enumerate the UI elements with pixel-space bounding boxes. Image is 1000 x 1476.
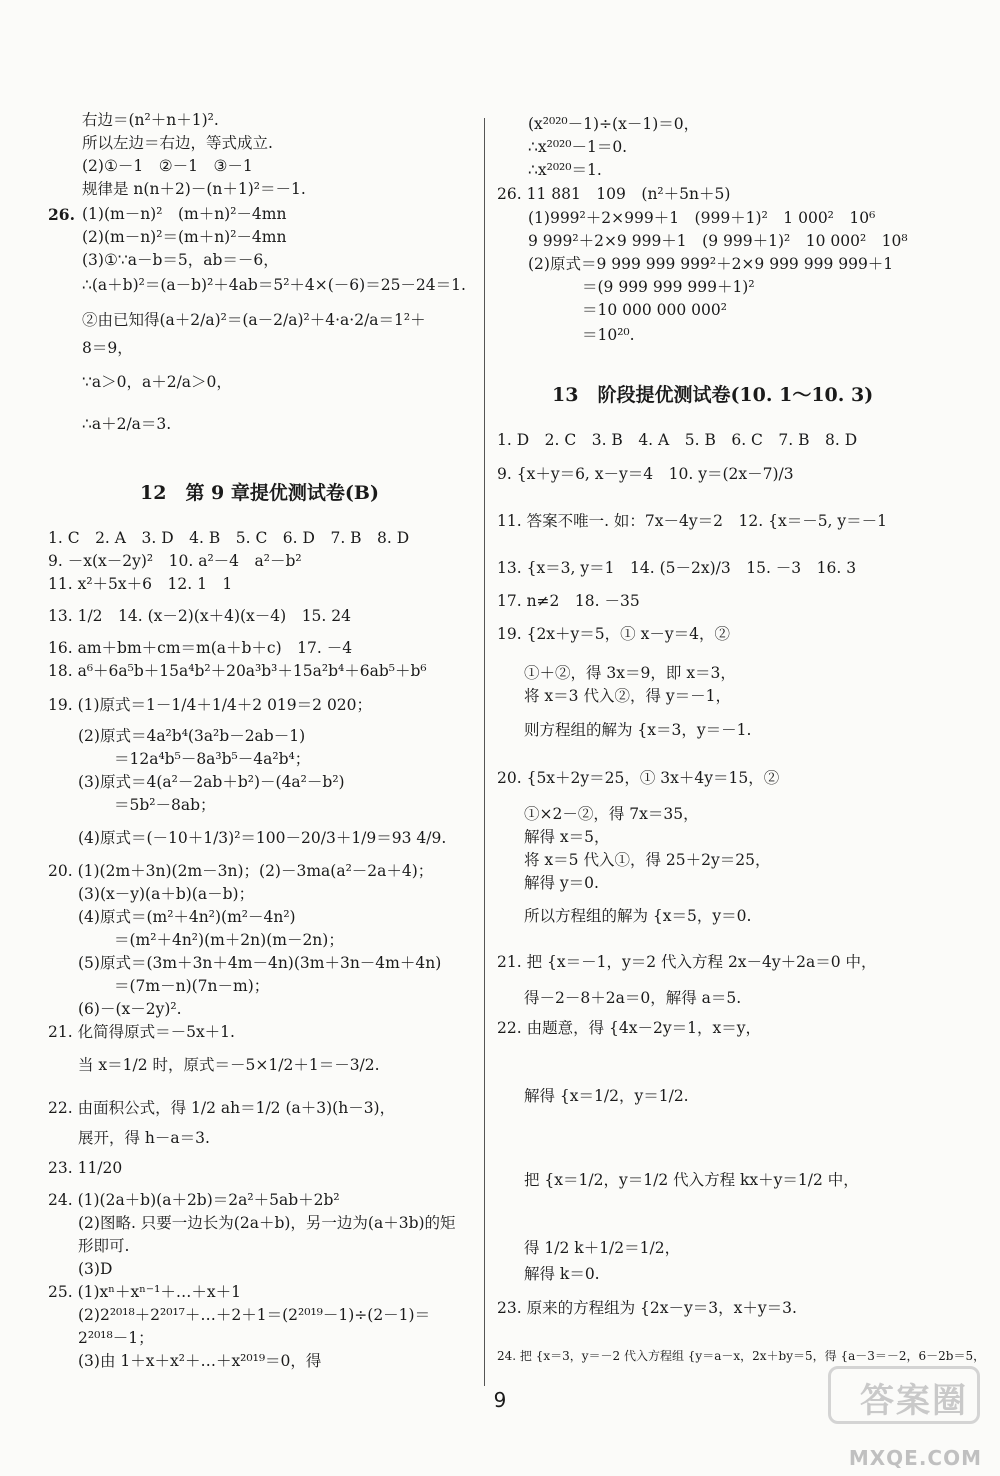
right-answer-line: 21. 把 {x＝－1，y＝2 代入方程 2x－4y＋2a＝0 中， bbox=[497, 953, 877, 971]
section-heading-13: 13 阶段提优测试卷(10. 1～10. 3) bbox=[552, 384, 874, 406]
left-answer-line: 8＝9， bbox=[82, 339, 133, 357]
right-answer-line: ①＋②，得 3x＝9，即 x＝3， bbox=[524, 664, 736, 682]
watermark-text: 答案圈 bbox=[860, 1381, 968, 1421]
left-answer-line: 22. 由面积公式，得 1/2 ah＝1/2 (a＋3)(h－3)， bbox=[48, 1099, 396, 1117]
right-answer-line: 解得 x＝5， bbox=[524, 828, 610, 846]
left-answer-line: 1. C 2. A 3. D 4. B 5. C 6. D 7. B 8. D bbox=[48, 529, 410, 547]
left-answer-line: (4)原式＝(m²＋4n²)(m²－4n²) bbox=[78, 908, 296, 926]
right-answer-line: 解得 {x＝1/2，y＝1/2. bbox=[524, 1087, 689, 1105]
left-answer-line: 2²⁰¹⁸－1； bbox=[78, 1329, 154, 1347]
right-answer-line: 得－2－8＋2a＝0，解得 a＝5. bbox=[524, 989, 742, 1007]
left-answer-line: 24. (1)(2a＋b)(a＋2b)＝2a²＋5ab＋2b² bbox=[48, 1191, 340, 1209]
column-divider bbox=[484, 118, 485, 1386]
right-answer-line: 解得 y＝0. bbox=[524, 874, 599, 892]
left-answer-line: (2)原式＝4a²b⁴(3a²b－2ab－1) bbox=[78, 727, 306, 745]
left-answer-line: 18. a⁶＋6a⁵b＋15a⁴b²＋20a³b³＋15a²b⁴＋6ab⁵＋b⁶ bbox=[48, 662, 427, 680]
right-answer-line: 则方程组的解为 {x＝3，y＝－1. bbox=[524, 721, 752, 739]
right-answer-line: 解得 k＝0. bbox=[524, 1265, 600, 1283]
left-answer-line: (4)原式＝(－10＋1/3)²＝100－20/3＋1/9＝93 4/9. bbox=[78, 829, 447, 847]
left-answer-line: (1)(m－n)² (m＋n)²－4mn bbox=[82, 205, 287, 223]
left-answer-line: 展开，得 h－a＝3. bbox=[78, 1129, 210, 1147]
right-answer-line: ＝10²⁰. bbox=[582, 326, 635, 344]
right-answer-line: 13. {x＝3, y＝1 14. (5－2x)/3 15. －3 16. 3 bbox=[497, 559, 857, 577]
left-answer-line: 21. 化简得原式＝－5x＋1. bbox=[48, 1023, 235, 1041]
left-answer-line: 形即可. bbox=[78, 1237, 130, 1255]
left-answer-line: ＝(m²＋4n²)(m＋2n)(m－2n)； bbox=[114, 931, 344, 949]
right-answer-line: 把 {x＝1/2，y＝1/2 代入方程 kx＋y＝1/2 中， bbox=[524, 1171, 859, 1189]
right-answer-line: (x²⁰²⁰－1)÷(x－1)＝0， bbox=[528, 115, 700, 133]
right-answer-line: ＝(9 999 999 999＋1)² bbox=[582, 278, 755, 296]
left-answer-line: (2)(m－n)²＝(m＋n)²－4mn bbox=[82, 228, 287, 246]
right-answer-line: 得 1/2 k＋1/2＝1/2， bbox=[524, 1239, 681, 1257]
left-answer-line: ∴a＋2/a＝3. bbox=[82, 415, 172, 433]
left-answer-line: 19. (1)原式＝1－1/4＋1/4＋2 019＝2 020； bbox=[48, 696, 373, 714]
right-answer-line: 22. 由题意，得 {4x－2y＝1，x＝y， bbox=[497, 1019, 761, 1037]
right-answer-line: 所以方程组的解为 {x＝5，y＝0. bbox=[524, 907, 752, 925]
right-answer-line: 11. 答案不唯一. 如：7x－4y＝2 12. {x＝－5, y＝－1 bbox=[497, 512, 888, 530]
left-answer-line: (2)①－1 ②－1 ③－1 bbox=[82, 157, 253, 175]
left-answer-line: ＝(7m－n)(7n－m)； bbox=[114, 977, 270, 995]
left-answer-line: ＝5b²－8ab； bbox=[114, 796, 216, 814]
left-answer-line: (3)D bbox=[78, 1260, 113, 1278]
right-answer-line: ∴x²⁰²⁰＝1. bbox=[528, 161, 602, 179]
left-answer-line: 13. 1/2 14. (x－2)(x＋4)(x－4) 15. 24 bbox=[48, 607, 351, 625]
left-answer-line: (2)图略. 只要一边长为(2a＋b)，另一边为(a＋3b)的矩 bbox=[78, 1214, 456, 1232]
left-question-number: 26. bbox=[48, 205, 75, 224]
left-answer-line: ②由已知得(a＋2/a)²＝(a－2/a)²＋4·a·2/a＝1²＋ bbox=[82, 311, 426, 329]
right-answer-line: ①×2－②，得 7x＝35， bbox=[524, 805, 699, 823]
left-answer-line: (5)原式＝(3m＋3n＋4m－4n)(3m＋3n－4m＋4n) bbox=[78, 954, 442, 972]
right-answer-line: (1)999²＋2×999＋1 (999＋1)² 1 000² 10⁶ bbox=[528, 209, 876, 227]
right-answer-line: (2)原式＝9 999 999 999²＋2×9 999 999 999＋1 bbox=[528, 255, 894, 273]
left-answer-line: (3)原式＝4(a²－2ab＋b²)－(4a²－b²) bbox=[78, 773, 345, 791]
right-answer-line: ∴x²⁰²⁰－1＝0. bbox=[528, 138, 628, 156]
left-answer-line: (3)由 1＋x＋x²＋…＋x²⁰¹⁹＝0，得 bbox=[78, 1352, 322, 1370]
left-answer-line: 16. am＋bm＋cm＝m(a＋b＋c) 17. －4 bbox=[48, 639, 353, 657]
right-answer-line: 19. {2x＋y＝5，① x－y＝4，② bbox=[497, 625, 730, 643]
right-answer-line: 1. D 2. C 3. B 4. A 5. B 6. C 7. B 8. D bbox=[497, 431, 858, 449]
right-answer-line: 23. 原来的方程组为 {2x－y＝3，x＋y＝3. bbox=[497, 1299, 797, 1317]
left-answer-line: 右边＝(n²＋n＋1)². bbox=[82, 111, 219, 129]
left-answer-line: 9. －x(x－2y)² 10. a²－4 a²－b² bbox=[48, 552, 302, 570]
left-answer-line: (3)①∵a－b＝5，ab＝－6， bbox=[82, 251, 279, 269]
right-answer-line: 26. 11 881 109 (n²＋5n＋5) bbox=[497, 185, 731, 203]
right-answer-line: 17. n≠2 18. －35 bbox=[497, 592, 640, 610]
left-answer-line: 20. (1)(2m＋3n)(2m－3n)；(2)－3ma(a²－2a＋4)； bbox=[48, 862, 434, 880]
right-answer-line: 将 x＝5 代入①，得 25＋2y＝25， bbox=[524, 851, 771, 869]
watermark-url: MXQE.COM bbox=[848, 1446, 982, 1470]
left-answer-line: 当 x＝1/2 时，原式＝－5×1/2＋1＝－3/2. bbox=[78, 1056, 380, 1074]
left-answer-line: ∵a＞0，a＋2/a＞0， bbox=[82, 373, 232, 391]
right-answer-line: 将 x＝3 代入②，得 y＝－1， bbox=[524, 687, 732, 705]
left-answer-line: 23. 11/20 bbox=[48, 1159, 123, 1177]
left-answer-line: ∴(a＋b)²＝(a－b)²＋4ab＝5²＋4×(－6)＝25－24＝1. bbox=[82, 276, 466, 294]
section-heading-12: 12 第 9 章提优测试卷(B) bbox=[140, 482, 379, 504]
left-answer-line: (2)2²⁰¹⁸＋2²⁰¹⁷＋…＋2＋1＝(2²⁰¹⁹－1)÷(2－1)＝ bbox=[78, 1306, 431, 1324]
right-answer-line: 9. {x＋y＝6, x－y＝4 10. y＝(2x－7)/3 bbox=[497, 465, 794, 483]
right-answer-line: 9 999²＋2×9 999＋1 (9 999＋1)² 10 000² 10⁸ bbox=[528, 232, 908, 250]
left-answer-line: 25. (1)xⁿ＋xⁿ⁻¹＋…＋x＋1 bbox=[48, 1283, 241, 1301]
right-answer-line: 20. {5x＋2y＝25，① 3x＋4y＝15，② bbox=[497, 769, 780, 787]
left-answer-line: 规律是 n(n＋2)－(n＋1)²＝－1. bbox=[82, 180, 306, 198]
left-answer-line: (6)－(x－2y)². bbox=[78, 1000, 182, 1018]
right-answer-line: ＝10 000 000 000² bbox=[582, 301, 727, 319]
right-answer-line: 24. 把 {x＝3，y＝－2 代入方程组 {y＝a－x，2x＋by＝5，得 {a－3＝－2，6－2b＝5， bbox=[497, 1349, 986, 1363]
left-answer-line: 11. x²＋5x＋6 12. 1 1 bbox=[48, 575, 233, 593]
left-answer-line: ＝12a⁴b⁵－8a³b⁵－4a²b⁴； bbox=[114, 750, 311, 768]
page-number: 9 bbox=[493, 1388, 507, 1412]
left-answer-line: (3)(x－y)(a＋b)(a－b)； bbox=[78, 885, 255, 903]
left-answer-line: 所以左边＝右边，等式成立. bbox=[82, 134, 273, 152]
